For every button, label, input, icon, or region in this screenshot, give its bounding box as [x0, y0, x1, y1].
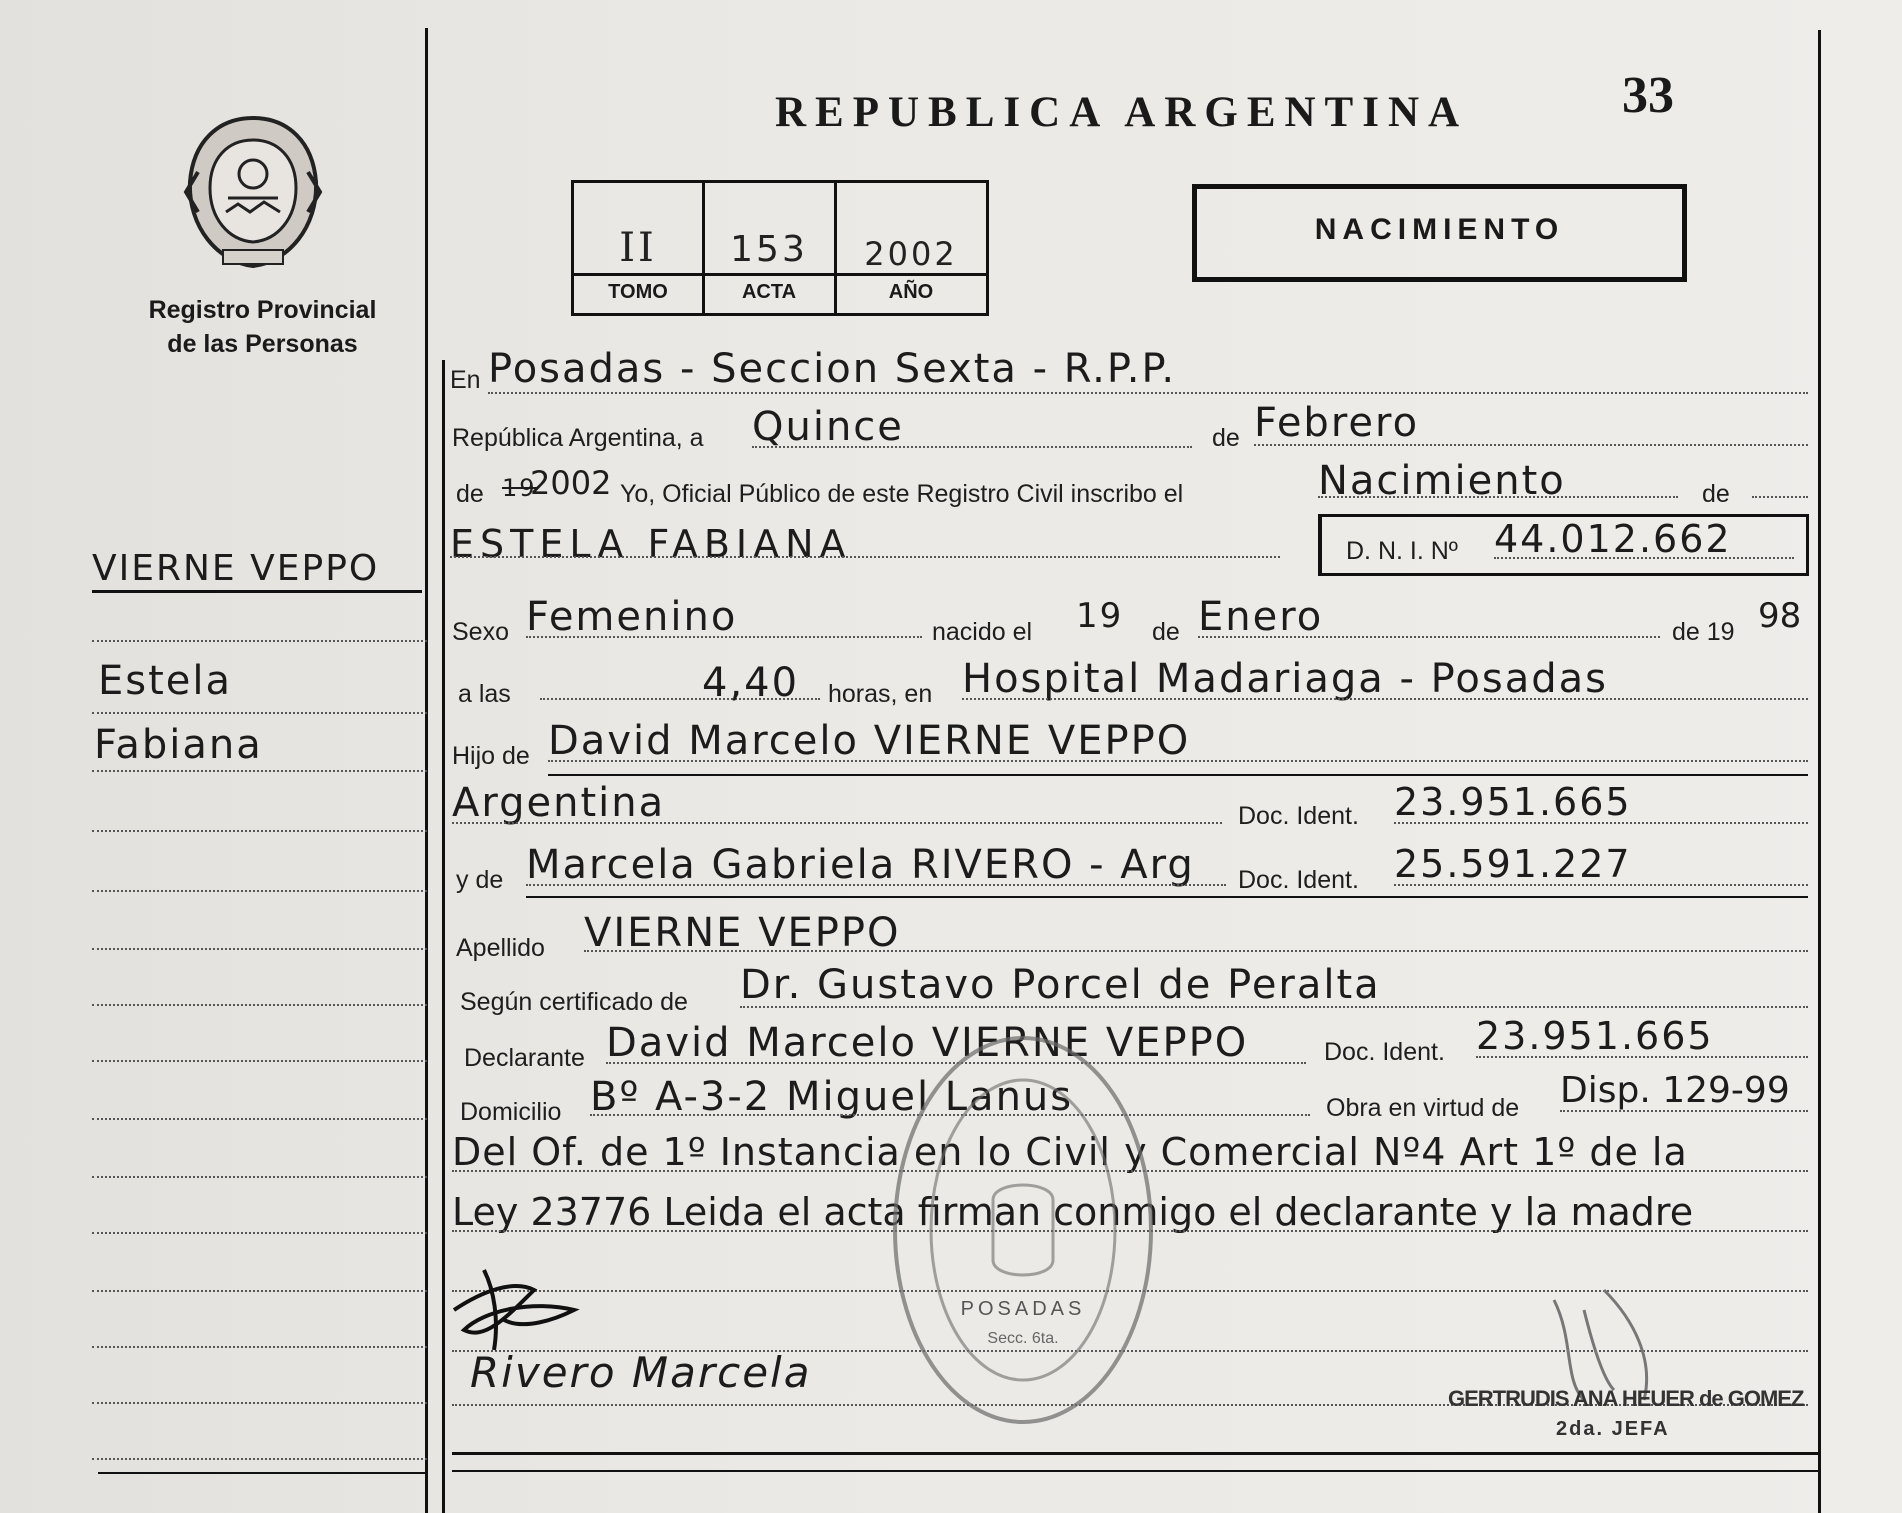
de-label-2: de: [456, 480, 484, 508]
de-19-label: de 19: [1672, 618, 1735, 646]
margin-surname-rule: [92, 590, 422, 593]
doc-ident-label-2: Doc. Ident.: [1238, 866, 1359, 894]
form-line: [1494, 557, 1794, 559]
ano-value: 2002: [864, 235, 958, 273]
margin-line: [92, 890, 427, 892]
dni-box: [1318, 514, 1809, 576]
margin-line: [92, 770, 427, 772]
form-line: [1254, 444, 1808, 446]
domicilio-label: Domicilio: [460, 1098, 562, 1126]
doc-ident-label-1: Doc. Ident.: [1238, 802, 1359, 830]
margin-line: [92, 1402, 427, 1404]
margin-line: [92, 1458, 427, 1460]
birth-year-value: 98: [1758, 596, 1802, 636]
margin-line: [92, 1118, 427, 1120]
officer-statement: Yo, Oficial Público de este Registro Civil inscribo el: [620, 480, 1184, 508]
margin-given-name-2: Fabiana: [94, 722, 263, 768]
registry-name-line1: Registro Provincial: [148, 296, 377, 324]
margin-line: [92, 948, 427, 950]
nacido-label: nacido el: [932, 618, 1033, 646]
acta-label: ACTA: [741, 281, 797, 303]
form-line: [488, 392, 1808, 394]
doc-ident-label-3: Doc. Ident.: [1324, 1038, 1445, 1066]
declarant-doc-value: 23.951.665: [1476, 1014, 1714, 1058]
y-de-label: y de: [456, 866, 504, 894]
official-name: GERTRUDIS ANA HEUER de GOMEZ: [1448, 1386, 1804, 1411]
segun-label: Según certificado de: [460, 988, 688, 1016]
registry-name-line2: de las Personas: [167, 330, 358, 358]
notes-line-2: Ley 23776 Leida el acta firman conmigo el declarante y la madre: [452, 1190, 1694, 1234]
record-type-label: NACIMIENTO: [1314, 213, 1565, 246]
en-label: En: [450, 366, 481, 394]
declarant-value: David Marcelo VIERNE VEPPO: [606, 1020, 1249, 1066]
page-number: 33: [1622, 67, 1674, 124]
margin-line: [92, 1176, 427, 1178]
de-label-3: de: [1702, 480, 1730, 508]
ano-label: AÑO: [888, 281, 934, 303]
official-title: 2da. JEFA: [1556, 1418, 1670, 1440]
mother-name-value: Marcela Gabriela RIVERO - Arg: [526, 842, 1195, 888]
apellido-value: VIERNE VEPPO: [584, 910, 901, 956]
margin-line: [92, 1232, 427, 1234]
certifier-value: Dr. Gustavo Porcel de Peralta: [740, 962, 1381, 1008]
act-kind-value: Nacimiento: [1318, 458, 1566, 504]
province-seal: [178, 112, 328, 272]
place-value: Posadas - Seccion Sexta - R.P.P.: [488, 346, 1177, 392]
birth-month-value: Enero: [1198, 594, 1324, 640]
de-label-1: de: [1212, 424, 1240, 452]
father-nationality-value: Argentina: [452, 780, 666, 826]
margin-given-name-1: Estela: [98, 658, 233, 704]
margin-line: [92, 712, 427, 714]
form-line: [962, 698, 1808, 700]
stamp-icon: [888, 1030, 1158, 1430]
a-las-label: a las: [458, 680, 511, 708]
record-type-box: [1192, 184, 1687, 282]
stamp-city: POSADAS: [960, 1298, 1086, 1320]
margin-line: [92, 1004, 427, 1006]
form-line: [1752, 496, 1808, 498]
sexo-label: Sexo: [452, 618, 509, 646]
day-words-value: Quince: [752, 404, 904, 450]
form-line: [526, 884, 1226, 886]
child-name-value: ESTELA FABIANA: [450, 522, 852, 566]
declarant-signature: [444, 1250, 624, 1360]
form-line: [450, 556, 1280, 558]
year-struck-value: 19: [502, 474, 537, 502]
birth-place-value: Hospital Madariaga - Posadas: [962, 656, 1608, 702]
birth-time-value: 4,40: [702, 660, 800, 706]
sexo-value: Femenino: [526, 594, 738, 640]
mother-signature: Rivero Marcela: [470, 1348, 812, 1397]
form-bottom-rule-2: [452, 1470, 1818, 1472]
form-line: [1394, 822, 1808, 824]
father-doc-value: 23.951.665: [1394, 780, 1632, 824]
margin-line: [92, 640, 427, 642]
dni-value: 44.012.662: [1494, 517, 1732, 561]
form-line: [548, 760, 1808, 762]
form-line: [740, 1006, 1808, 1008]
margin-line: [92, 830, 427, 832]
official-stamp: [888, 1030, 1158, 1430]
form-line: [1318, 496, 1678, 498]
country-title: REPUBLICA ARGENTINA: [775, 89, 1469, 136]
form-line: [1394, 884, 1808, 886]
obra-value: Disp. 129-99: [1560, 1070, 1790, 1111]
de-label-4: de: [1152, 618, 1180, 646]
form-bottom-rule: [452, 1452, 1818, 1455]
tomo-value: II: [619, 225, 657, 271]
margin-surname: VIERNE VEPPO: [92, 548, 380, 589]
record-number-box: [571, 180, 989, 316]
month-value: Febrero: [1254, 400, 1420, 446]
margin-line: [92, 1060, 427, 1062]
form-line: [584, 950, 1808, 952]
form-rule: [526, 896, 1808, 898]
form-line: [1560, 1110, 1808, 1112]
hijo-label: Hijo de: [452, 742, 530, 770]
misiones-coat-of-arms-icon: [178, 112, 328, 272]
father-name-value: David Marcelo VIERNE VEPPO: [548, 718, 1191, 764]
margin-line: [92, 1290, 427, 1292]
republica-label: República Argentina, a: [452, 424, 704, 452]
horas-label: horas, en: [828, 680, 933, 708]
dni-label: D. N. I. Nº: [1346, 537, 1458, 565]
obra-label: Obra en virtud de: [1326, 1094, 1520, 1122]
stamp-section: Secc. 6ta.: [987, 1330, 1059, 1347]
form-line: [1198, 636, 1660, 638]
domicilio-value: Bº A-3-2 Miguel Lanus: [590, 1074, 1074, 1120]
margin-bottom-rule: [98, 1472, 428, 1474]
tomo-label: TOMO: [608, 281, 668, 303]
apellido-label: Apellido: [456, 934, 545, 962]
mother-doc-value: 25.591.227: [1394, 842, 1632, 886]
declarante-label: Declarante: [464, 1044, 585, 1072]
notes-line-1: Del Of. de 1º Instancia en lo Civil y Comercial Nº4 Art 1º de la: [452, 1130, 1688, 1174]
form-line: [526, 636, 922, 638]
form-line: [452, 822, 1222, 824]
form-rule: [548, 774, 1808, 776]
year-value: 2002: [530, 464, 612, 502]
form-line: [752, 446, 1192, 448]
signature-scribble-icon: [444, 1250, 624, 1360]
form-line: [1476, 1056, 1808, 1058]
birth-day-value: 19: [1076, 596, 1124, 636]
acta-value: 153: [730, 229, 808, 270]
margin-line: [92, 1346, 427, 1348]
form-right-border: [1818, 30, 1821, 1513]
